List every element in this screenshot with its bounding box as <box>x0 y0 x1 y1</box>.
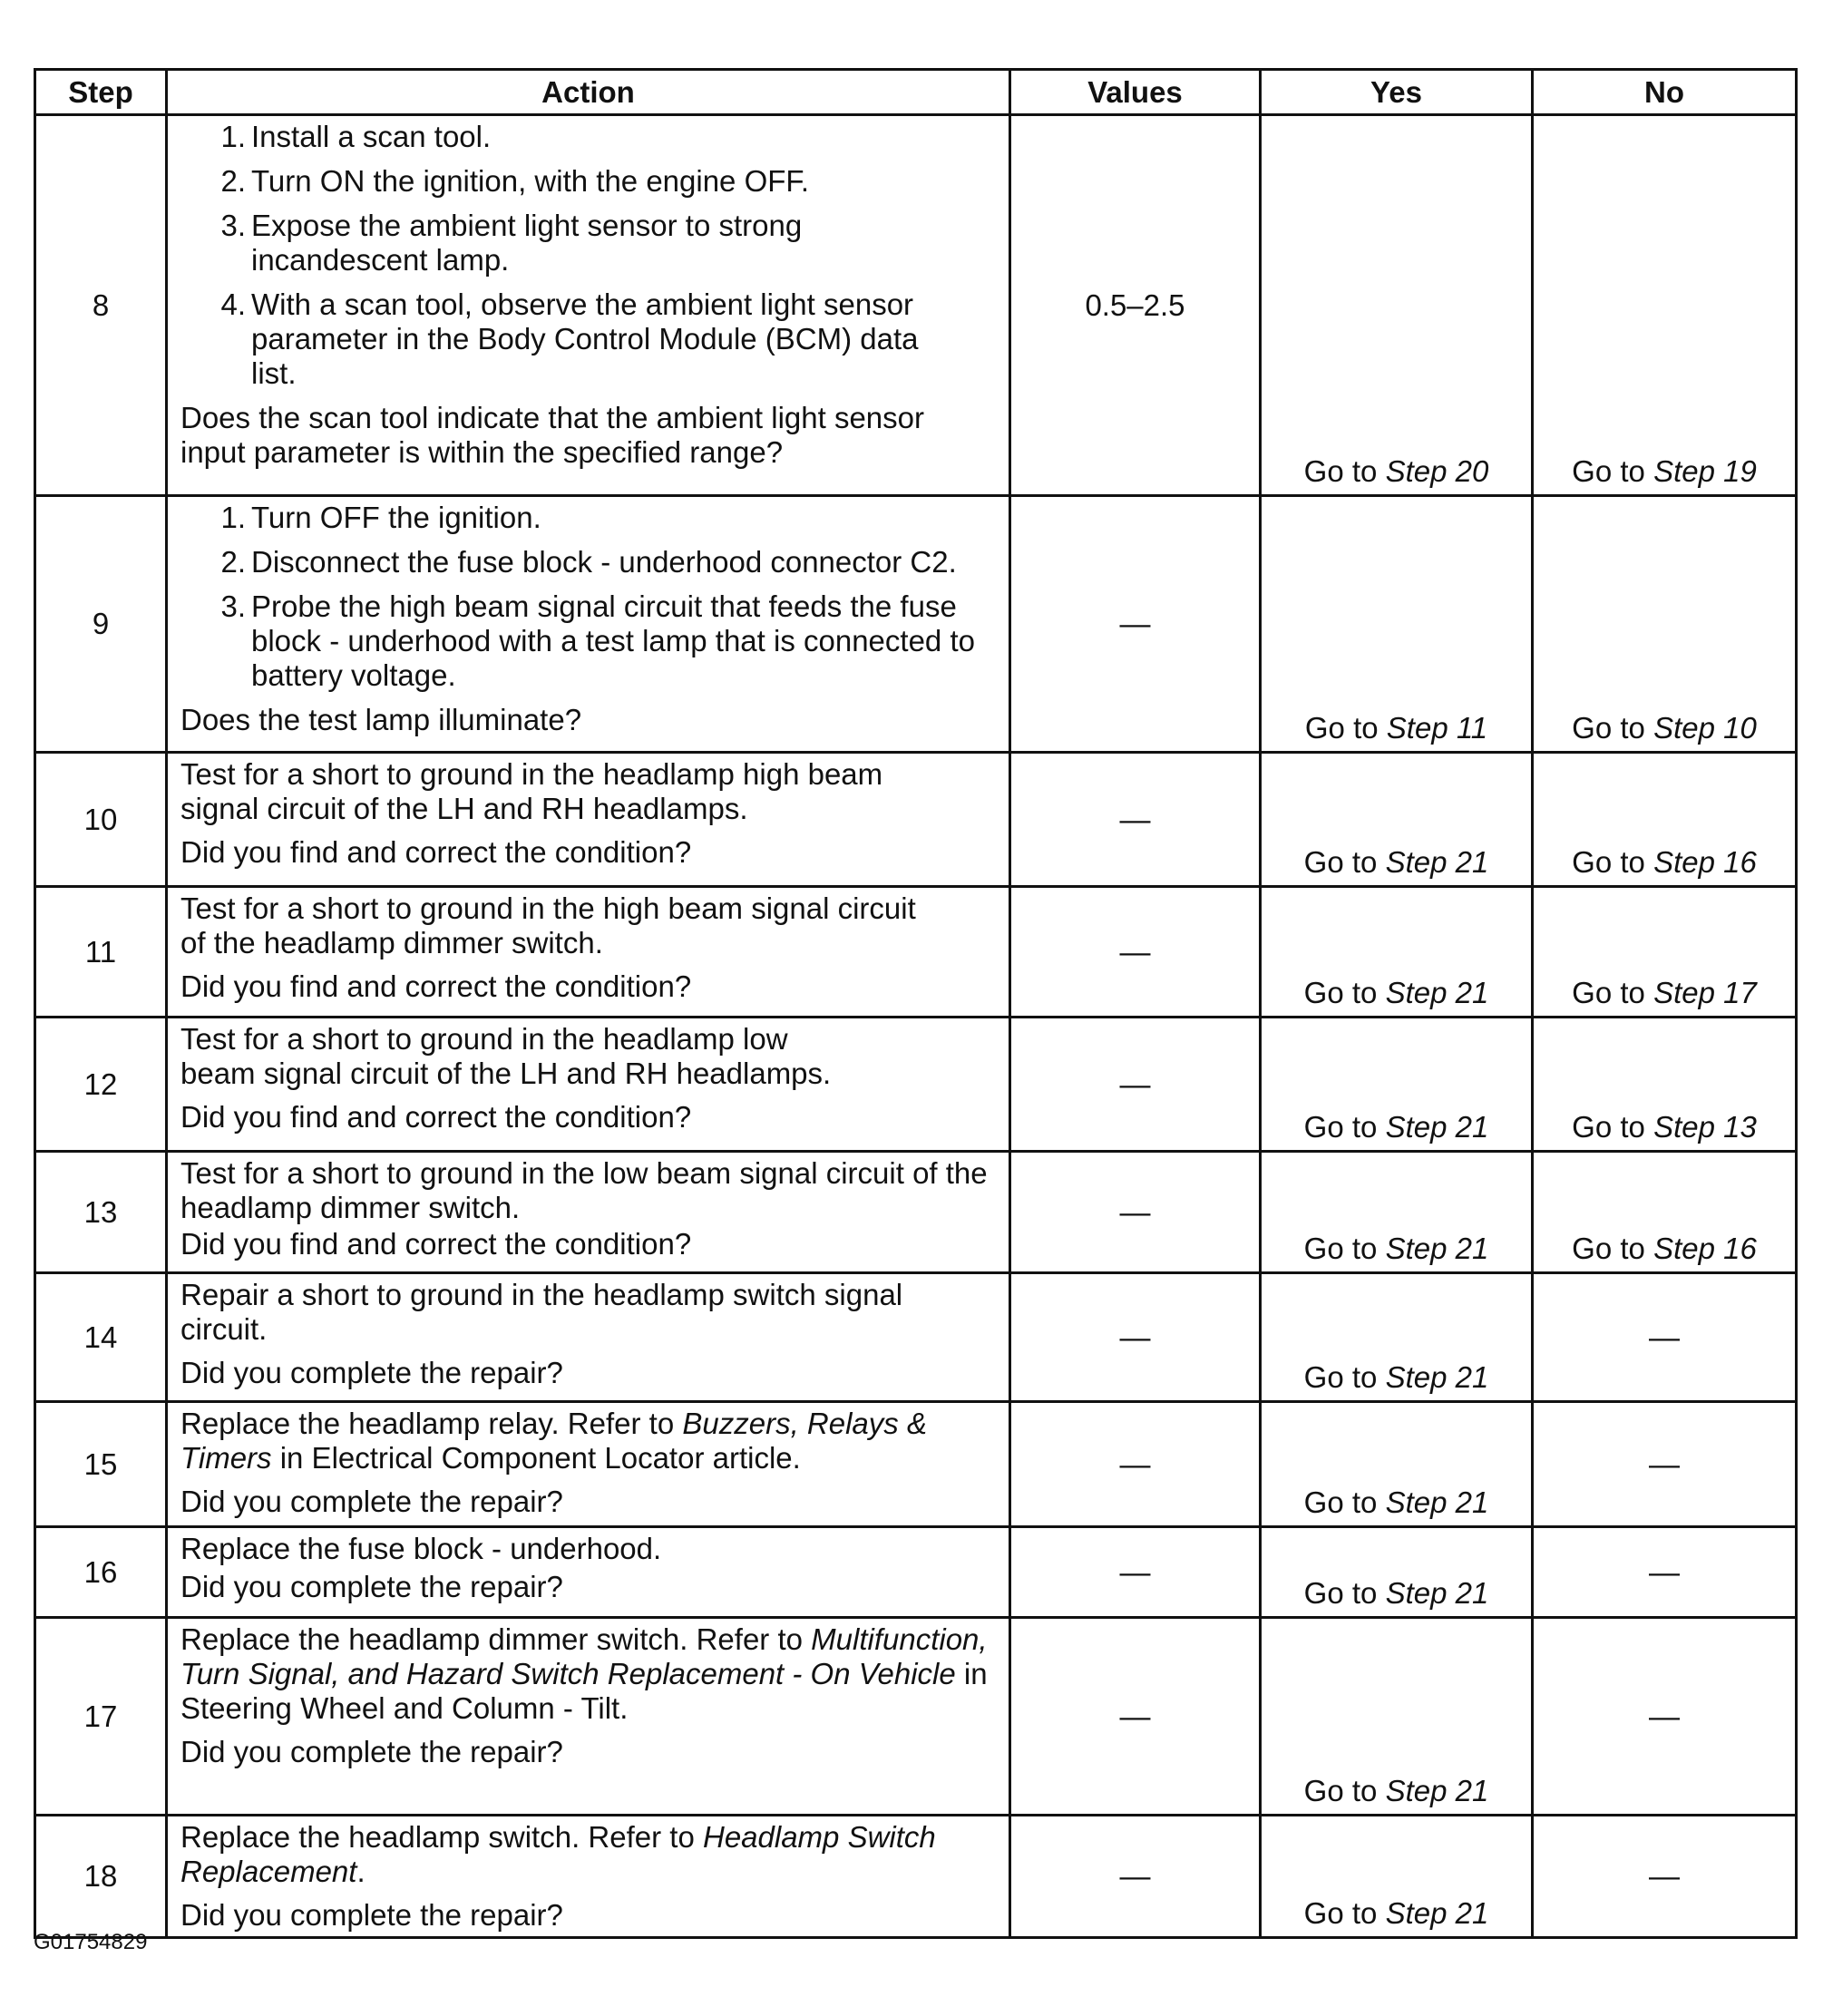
action-cell <box>167 1618 1010 1816</box>
action-question: Did you find and correct the condition? <box>180 1227 692 1261</box>
step-number: 11 <box>35 887 167 1018</box>
header-no: No <box>1533 70 1797 115</box>
yes-step-ref: Step 21 <box>1385 1485 1489 1519</box>
header-yes: Yes <box>1261 70 1533 115</box>
step-number: 16 <box>35 1527 167 1618</box>
table-row <box>35 1527 1797 1618</box>
step-number: 13 <box>35 1152 167 1273</box>
yes-step-ref: Step 21 <box>1385 845 1489 879</box>
no-cell <box>1533 1018 1797 1152</box>
no-cell <box>1533 753 1797 887</box>
no-step-ref: Step 16 <box>1653 845 1757 879</box>
no-cell: — <box>1533 1816 1797 1938</box>
yes-cell <box>1261 1618 1533 1816</box>
step-number: 18 <box>35 1816 167 1938</box>
action-cell <box>167 887 1010 1018</box>
header-step: Step <box>35 70 167 115</box>
yes-cell <box>1261 1273 1533 1402</box>
action-steps-list <box>180 501 996 693</box>
values-cell: — <box>1010 753 1261 887</box>
action-question: Did you find and correct the condition? <box>180 835 692 869</box>
action-text: Test for a short to ground in the high beam signal circuit of the headlamp dimmer switch. <box>180 891 916 959</box>
action-question: Did you complete the repair? <box>180 1898 563 1932</box>
table-row <box>35 1618 1797 1816</box>
yes-cell <box>1261 1527 1533 1618</box>
no-cell <box>1533 496 1797 753</box>
no-step-ref: Step 16 <box>1653 1232 1757 1265</box>
action-text-part: in Electrical Component Locator article. <box>271 1441 801 1475</box>
no-cell: — <box>1533 1618 1797 1816</box>
header-values: Values <box>1010 70 1261 115</box>
action-cell <box>167 1273 1010 1402</box>
reference-title: Buzzers, Relays & Timers <box>180 1407 927 1475</box>
no-prefix: Go to <box>1572 976 1654 1009</box>
yes-step-ref: Step 21 <box>1385 1232 1489 1265</box>
values-cell: — <box>1010 1018 1261 1152</box>
yes-prefix: Go to <box>1304 711 1387 745</box>
values-cell: — <box>1010 1402 1261 1527</box>
yes-step-ref: Step 21 <box>1385 1774 1489 1807</box>
action-cell <box>167 1816 1010 1938</box>
no-cell: — <box>1533 1527 1797 1618</box>
action-text: Replace the fuse block - underhood. <box>180 1532 662 1565</box>
action-cell <box>167 496 1010 753</box>
action-cell <box>167 1152 1010 1273</box>
action-step: 1. Turn OFF the ignition. <box>251 501 996 535</box>
yes-cell <box>1261 1018 1533 1152</box>
table-row <box>35 496 1797 753</box>
table-row <box>35 1018 1797 1152</box>
values-cell: — <box>1010 1527 1261 1618</box>
header-row <box>35 70 1797 115</box>
no-step-ref: Step 13 <box>1653 1110 1757 1144</box>
yes-cell <box>1261 1402 1533 1527</box>
action-question: Did you find and correct the condition? <box>180 1100 692 1134</box>
table-row <box>35 1402 1797 1527</box>
step-number: 15 <box>35 1402 167 1527</box>
action-question: Did you find and correct the condition? <box>180 969 692 1003</box>
step-number: 10 <box>35 753 167 887</box>
table-row <box>35 887 1797 1018</box>
yes-prefix: Go to <box>1303 1232 1386 1265</box>
table-row <box>35 1152 1797 1273</box>
yes-step-ref: Step 11 <box>1386 711 1488 745</box>
no-prefix: Go to <box>1572 1110 1654 1144</box>
action-steps-list <box>180 120 996 391</box>
yes-prefix: Go to <box>1303 976 1386 1009</box>
yes-prefix: Go to <box>1303 1576 1386 1610</box>
yes-prefix: Go to <box>1303 1485 1386 1519</box>
action-text-part: Replace the headlamp dimmer switch. Refer to <box>180 1622 812 1656</box>
reference-title: Multifunction, Turn Signal, and Hazard Switch Replacement - On Vehicle <box>180 1622 988 1690</box>
action-question: Does the test lamp illuminate? <box>180 703 582 736</box>
yes-prefix: Go to <box>1303 1774 1386 1807</box>
action-text <box>180 1820 996 1889</box>
action-step: 2. Turn ON the ignition, with the engine OFF. <box>251 164 996 199</box>
reference-title: Headlamp Switch Replacement <box>180 1820 936 1888</box>
yes-step-ref: Step 21 <box>1385 1896 1489 1930</box>
action-text: Test for a short to ground in the low beam signal circuit of the headlamp dimmer switch. <box>180 1156 988 1224</box>
yes-prefix: Go to <box>1303 1360 1386 1394</box>
no-step-ref: Step 19 <box>1653 454 1757 488</box>
yes-step-ref: Step 21 <box>1385 976 1489 1009</box>
table-row <box>35 1273 1797 1402</box>
yes-step-ref: Step 20 <box>1385 454 1489 488</box>
action-question: Did you complete the repair? <box>180 1735 563 1768</box>
action-cell <box>167 1018 1010 1152</box>
no-step-ref: Step 17 <box>1653 976 1757 1009</box>
yes-prefix: Go to <box>1303 1896 1386 1930</box>
action-cell <box>167 1527 1010 1618</box>
yes-cell <box>1261 1152 1533 1273</box>
step-number: 12 <box>35 1018 167 1152</box>
action-question: Did you complete the repair? <box>180 1485 563 1518</box>
action-cell <box>167 1402 1010 1527</box>
no-cell <box>1533 115 1797 496</box>
action-text: Repair a short to ground in the headlamp switch signal circuit. <box>180 1278 903 1346</box>
yes-cell <box>1261 115 1533 496</box>
values-cell: — <box>1010 496 1261 753</box>
step-number: 9 <box>35 496 167 753</box>
action-text-part: . <box>356 1855 366 1888</box>
table-row <box>35 753 1797 887</box>
no-prefix: Go to <box>1572 1232 1654 1265</box>
action-question: Did you complete the repair? <box>180 1356 563 1389</box>
yes-prefix: Go to <box>1303 454 1386 488</box>
action-text: Test for a short to ground in the headlamp high beam signal circuit of the LH and RH headlamps. <box>180 757 883 825</box>
action-step: 3. Expose the ambient light sensor to strong incandescent lamp. <box>251 209 996 278</box>
values-cell: — <box>1010 1273 1261 1402</box>
values-cell: — <box>1010 1816 1261 1938</box>
yes-prefix: Go to <box>1303 1110 1386 1144</box>
action-step: 4. With a scan tool, observe the ambient light sensor parameter in the Body Control Module (BCM) data list. <box>251 287 996 391</box>
figure-code: G01754829 <box>34 1930 148 1954</box>
action-question: Does the scan tool indicate that the ambient light sensor input parameter is within the specified range? <box>180 401 924 469</box>
step-number: 14 <box>35 1273 167 1402</box>
yes-cell <box>1261 496 1533 753</box>
action-question: Did you complete the repair? <box>180 1570 563 1603</box>
values-cell: — <box>1010 1152 1261 1273</box>
no-cell <box>1533 887 1797 1018</box>
action-step: 2. Disconnect the fuse block - underhood connector C2. <box>251 545 996 579</box>
yes-prefix: Go to <box>1303 845 1386 879</box>
yes-step-ref: Step 21 <box>1385 1360 1489 1394</box>
no-cell: — <box>1533 1273 1797 1402</box>
action-text <box>180 1407 996 1475</box>
yes-step-ref: Step 21 <box>1385 1110 1489 1144</box>
values-cell: — <box>1010 887 1261 1018</box>
no-cell: — <box>1533 1402 1797 1527</box>
action-text-part: Replace the headlamp relay. Refer to <box>180 1407 683 1440</box>
no-cell <box>1533 1152 1797 1273</box>
header-action: Action <box>167 70 1010 115</box>
action-cell <box>167 753 1010 887</box>
action-cell <box>167 115 1010 496</box>
action-text-part: in Steering Wheel and Column - Tilt. <box>180 1657 988 1725</box>
yes-step-ref: Step 21 <box>1385 1576 1489 1610</box>
action-text: Test for a short to ground in the headlamp low beam signal circuit of the LH and RH headlamps. <box>180 1022 832 1090</box>
yes-cell <box>1261 887 1533 1018</box>
yes-cell <box>1261 1816 1533 1938</box>
action-text-part: Replace the headlamp switch. Refer to <box>180 1820 703 1854</box>
diagnostic-table <box>34 68 1798 1939</box>
values-cell: 0.5–2.5 <box>1010 115 1261 496</box>
yes-cell <box>1261 753 1533 887</box>
step-number: 17 <box>35 1618 167 1816</box>
no-step-ref: Step 10 <box>1653 711 1757 745</box>
table-row <box>35 115 1797 496</box>
no-prefix: Go to <box>1572 711 1654 745</box>
action-step: 3. Probe the high beam signal circuit that feeds the fuse block - underhood with a test lamp that is connected to battery voltage. <box>251 589 996 693</box>
action-step: 1. Install a scan tool. <box>251 120 996 154</box>
no-prefix: Go to <box>1572 845 1654 879</box>
table-row <box>35 1816 1797 1938</box>
action-text <box>180 1622 996 1726</box>
values-cell: — <box>1010 1618 1261 1816</box>
no-prefix: Go to <box>1572 454 1654 488</box>
step-number: 8 <box>35 115 167 496</box>
